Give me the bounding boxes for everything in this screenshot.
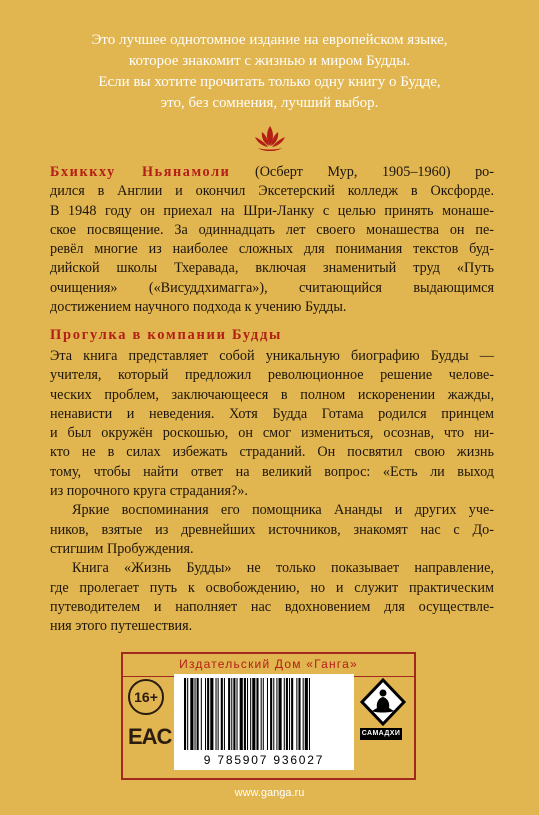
barcode-bar	[228, 678, 230, 750]
barcode-bar	[263, 678, 264, 750]
barcode-bar	[273, 678, 274, 750]
description-line: стигшим Пробуждения.	[50, 540, 194, 557]
author-bio-line: достижением научного подхода к учению Будды.	[50, 299, 347, 316]
description-line: ния этого путешествия.	[50, 618, 193, 635]
eac-mark: EAC	[128, 724, 172, 749]
barcode-bar	[298, 678, 300, 750]
author-bio-line: ское посвящение. За одиннадцать лет своего монашества он пе-	[50, 221, 494, 238]
series-label: САМАДХИ	[360, 728, 402, 740]
barcode-bar	[296, 678, 297, 750]
barcode-bar	[207, 678, 209, 750]
description-line: ников, взятые из древнейших источников, знакомят нас с До-	[50, 521, 494, 538]
barcode-bar	[237, 678, 238, 750]
barcode-bar	[190, 678, 193, 750]
barcode-bar	[221, 678, 223, 750]
barcode-bar	[195, 678, 196, 750]
book-description	[50, 347, 494, 636]
age-rating-badge: 16+	[128, 679, 164, 715]
barcode-bar	[291, 678, 293, 750]
barcode-bar	[284, 678, 285, 750]
description-line: кто не в силах избежать страданий. Он посвятил свою жизнь	[50, 444, 494, 461]
barcode-bars	[180, 678, 348, 752]
barcode-bar	[201, 678, 202, 750]
barcode-bar	[247, 678, 248, 750]
barcode-bar	[276, 678, 277, 750]
barcode-bar	[305, 678, 308, 750]
barcode-bar	[270, 678, 272, 750]
author-bio	[50, 163, 494, 317]
author-bio-line: ревёл многие из наиболее сложных для понимания текстов буд-	[50, 241, 494, 258]
barcode-bar	[252, 678, 255, 750]
barcode-bar	[289, 678, 290, 750]
author-bio-line: дийской школы Тхеравада, включая знаменитый труд «Путь	[50, 260, 494, 277]
barcode-bar	[303, 678, 304, 750]
author-bio-line: очищения» («Висуддхимагга»), считающийся выдающимся	[50, 279, 494, 296]
author-bio-line: дился в Англии и окончил Эксетерский колледж в Оксфорде.	[50, 183, 494, 200]
description-line: Яркие воспоминания его помощника Ананды и других уче-	[72, 502, 494, 519]
barcode-bar	[250, 678, 251, 750]
author-name: Бхиккху Ньянамоли	[50, 164, 231, 180]
description-line: ческих проблем, заключающееся в полном искоренении жажды,	[50, 386, 494, 403]
barcode-bar	[187, 678, 188, 750]
description-line: ненависти и неведения. Хотя Будда Готама родился принцем	[50, 405, 494, 422]
barcode-bar	[286, 678, 288, 750]
barcode-bar	[184, 678, 186, 750]
quote-line: Если вы хотите прочитать только одну книгу о Будде,	[98, 74, 441, 90]
publisher-name: Издательский Дом «Ганга»	[179, 657, 358, 671]
lotus-icon	[253, 124, 287, 154]
barcode-bar	[279, 678, 282, 750]
barcode-bar	[261, 678, 262, 750]
barcode-bar	[256, 678, 258, 750]
description-line: Эта книга представляет собой уникальную биографию Будды —	[50, 348, 494, 364]
barcode-bar	[218, 678, 219, 750]
barcode-bar	[197, 678, 199, 750]
isbn-number: 9 785907 936027	[203, 753, 325, 767]
description-line: путеводителем и наполняет нас вдохновением для осуществле-	[50, 598, 494, 615]
publisher-url: www.ganga.ru	[234, 787, 305, 799]
description-line: из порочного круга страдания?».	[50, 483, 248, 500]
barcode	[174, 674, 354, 770]
barcode-bar	[216, 678, 217, 750]
barcode-bar	[240, 678, 243, 750]
description-line: и был окружён роскошью, он смог измениться, осознав, что ни-	[50, 425, 494, 442]
barcode-bar	[224, 678, 225, 750]
barcode-bar	[267, 678, 268, 750]
description-line: учителя, который предложил революционное решение челове-	[50, 367, 494, 384]
barcode-bar	[233, 678, 235, 750]
barcode-bar	[205, 678, 206, 750]
author-bio-line: Бхиккху Ньянамоли (Осберт Мур, 1905–1960) ро-	[50, 164, 494, 180]
barcode-bar	[309, 678, 310, 750]
barcode-bar	[244, 678, 246, 750]
quote-line: которое знакомит с жизнью и миром Будды.	[128, 53, 411, 69]
description-line: тому, чтобы найти ответ на великий вопрос: «Есть ли выход	[50, 463, 494, 480]
author-bio-line: В 1948 году он приехал на Шри-Ланку с целью принять монаше-	[50, 202, 494, 219]
quote-line: это, без сомнения, лучший выбор.	[160, 95, 379, 111]
cover-quote	[40, 30, 499, 114]
barcode-bar	[231, 678, 232, 750]
description-line: где пролегает путь к освобождению, но и служит практическим	[50, 579, 494, 596]
quote-line: Это лучшее однотомное издание на европейском языке,	[91, 32, 448, 48]
meditating-figure-icon	[358, 676, 408, 736]
barcode-bar	[210, 678, 213, 750]
description-line: Книга «Жизнь Будды» не только показывает направление,	[72, 560, 494, 577]
section-title: Прогулка в компании Будды	[50, 327, 283, 343]
